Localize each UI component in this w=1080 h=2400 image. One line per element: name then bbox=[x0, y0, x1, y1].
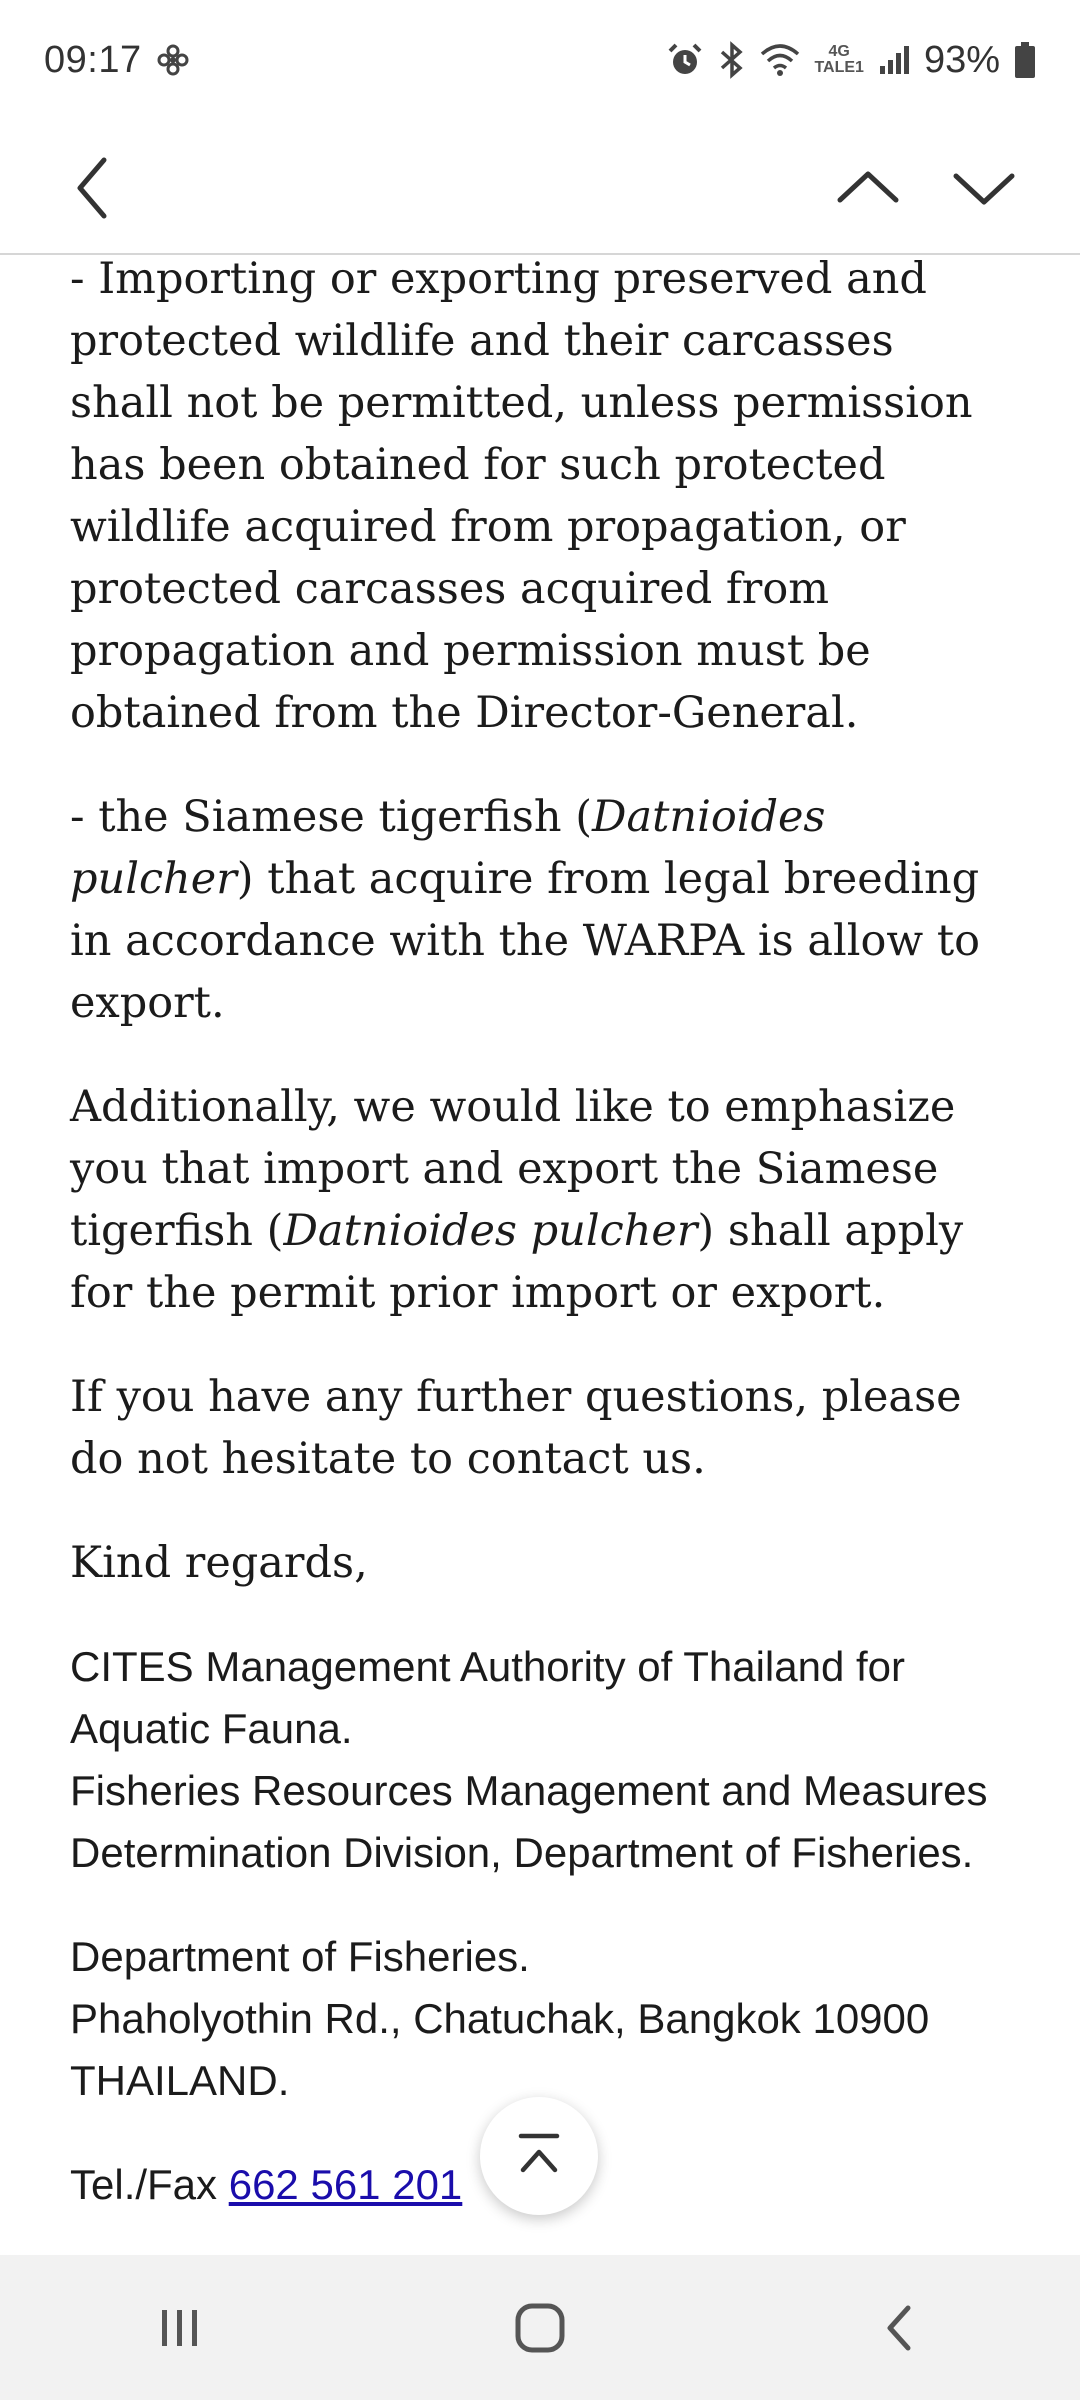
species-name: Datnioides pulcher bbox=[70, 792, 826, 904]
alarm-icon bbox=[666, 41, 704, 79]
phone-link[interactable]: 662 561 201 bbox=[228, 2161, 463, 2208]
species-name: Datnioides pulcher bbox=[283, 1206, 698, 1256]
signature-authority bbox=[70, 1636, 1010, 1884]
text-segment: ) shall apply for the permit prior import or export. bbox=[70, 1206, 964, 1318]
text-segment: - the Siamese tigerfish ( bbox=[70, 792, 592, 842]
paragraph-tigerfish-export bbox=[70, 786, 1010, 1034]
next-message-button[interactable] bbox=[936, 140, 1032, 236]
fan-icon bbox=[156, 43, 190, 77]
paragraph-permit-emphasis bbox=[70, 1076, 1010, 1324]
battery-icon bbox=[1014, 41, 1036, 79]
chevron-down-icon bbox=[944, 158, 1024, 218]
app-bar bbox=[0, 120, 1080, 255]
system-nav-bar bbox=[0, 2255, 1080, 2400]
closing-line: Kind regards, bbox=[70, 1538, 368, 1588]
previous-message-button[interactable] bbox=[820, 140, 916, 236]
recents-button[interactable] bbox=[120, 2268, 240, 2388]
battery-percent: 93% bbox=[923, 38, 1000, 81]
recents-icon bbox=[150, 2298, 210, 2358]
home-icon bbox=[510, 2298, 570, 2358]
status-right bbox=[666, 39, 1036, 82]
status-time: 09:17 bbox=[44, 38, 142, 81]
paragraph-contact-invite: If you have any further questions, please do not hesitate to contact us. bbox=[70, 1372, 962, 1484]
paragraph-import-export-rule: - Importing or exporting preserved and protected wildlife and their carcasses shall not be permitted, unless permission has been obtained for such protected wildlife acquired from propagation, or protected carcasses acquired from propagation and permission must be obtained from the Director-General. bbox=[70, 254, 973, 738]
signature-line: Phaholyothin Rd., Chatuchak, Bangkok 10900 THAILAND. bbox=[70, 1995, 930, 2104]
scroll-to-top-button[interactable] bbox=[480, 2097, 598, 2215]
status-bar bbox=[0, 0, 1080, 120]
back-icon bbox=[870, 2298, 930, 2358]
text-segment: ) that acquire from legal breeding in accordance with the WARPA is allow to export. bbox=[70, 854, 981, 1028]
signature-line: Fisheries Resources Management and Measures Determination Division, Department of Fisheries. bbox=[70, 1767, 988, 1876]
text-segment: Additionally, we would like to emphasize you that import and export the Siamese tigerfish ( bbox=[70, 1082, 956, 1256]
network-carrier-label: TALE1 bbox=[814, 59, 864, 76]
bluetooth-icon bbox=[718, 41, 746, 79]
wifi-icon bbox=[760, 42, 800, 78]
network-type bbox=[814, 44, 863, 76]
scroll-top-icon bbox=[511, 2128, 567, 2184]
status-left bbox=[44, 39, 190, 82]
back-button[interactable] bbox=[44, 140, 140, 236]
signature-address bbox=[70, 1926, 1010, 2112]
back-nav-button[interactable] bbox=[840, 2268, 960, 2388]
back-arrow-icon bbox=[62, 148, 122, 228]
chevron-up-icon bbox=[828, 158, 908, 218]
signature-line: CITES Management Authority of Thailand for Aquatic Fauna. bbox=[70, 1643, 905, 1752]
signature-line: Department of Fisheries. bbox=[70, 1933, 530, 1980]
tel-fax-label: Tel./Fax bbox=[70, 2161, 229, 2208]
home-button[interactable] bbox=[480, 2268, 600, 2388]
signal-icon bbox=[878, 44, 910, 76]
network-type-label: 4G bbox=[828, 43, 850, 60]
email-body bbox=[70, 248, 1010, 2216]
